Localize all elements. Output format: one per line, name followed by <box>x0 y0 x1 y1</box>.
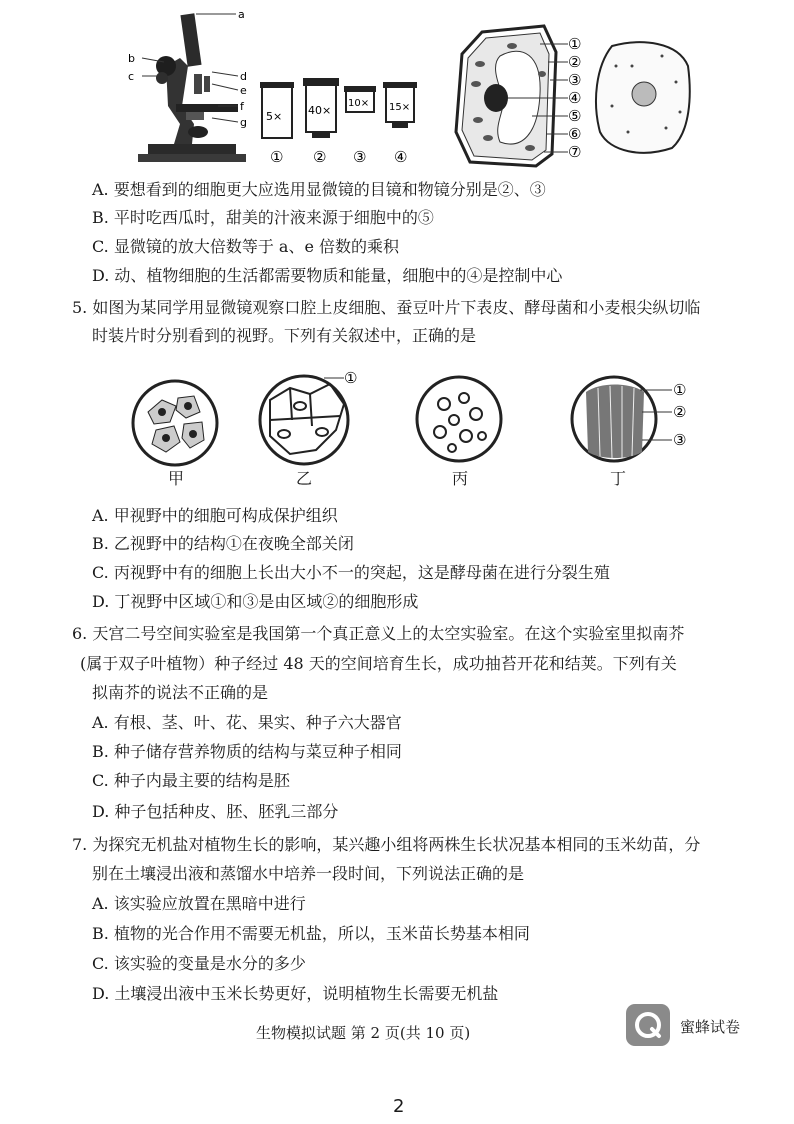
q6-stem: 6. 天宫二号空间实验室是我国第一个真正意义上的太空实验室。在这个实验室里拟南芥 <box>72 624 685 643</box>
view-ding-label-2: ② <box>673 403 687 421</box>
cell-label-5: ⑤ <box>568 107 582 125</box>
lens-2-mag: 40× <box>308 104 332 117</box>
microscope-label-b: b <box>128 52 135 65</box>
cell-label-3: ③ <box>568 71 582 89</box>
caption-ding: 丁 <box>610 469 627 488</box>
q4-option-d: D. 动、植物细胞的生活都需要物质和能量，细胞中的④是控制中心 <box>92 266 563 285</box>
q6-option-d: D. 种子包括种皮、胚、胚乳三部分 <box>92 802 339 821</box>
q6-stem-cont2: 拟南芥的说法不正确的是 <box>92 683 269 702</box>
microscope-label-e: e <box>240 84 247 97</box>
q5-option-b: B. 乙视野中的结构①在夜晚全部关闭 <box>92 534 354 553</box>
cell-label-7: ⑦ <box>568 143 582 161</box>
microscope-label-f: f <box>240 100 244 113</box>
q5-stem: 5. 如图为某同学用显微镜观察口腔上皮细胞、蚕豆叶片下表皮、酵母菌和小麦根尖纵切临 <box>72 298 701 317</box>
view-ding-figure <box>570 372 700 466</box>
q7-option-a: A. 该实验应放置在黑暗中进行 <box>92 894 306 913</box>
lens-4-num: ④ <box>394 148 408 166</box>
microscope-label-a: a <box>238 8 245 21</box>
lens-3-num: ③ <box>353 148 367 166</box>
view-jia-figure <box>130 378 220 468</box>
q7-option-d: D. 土壤浸出液中玉米长势更好，说明植物生长需要无机盐 <box>92 984 499 1003</box>
cell-label-1: ① <box>568 35 582 53</box>
logo-text: 蜜蜂试卷 <box>680 1018 741 1036</box>
cell-label-6: ⑥ <box>568 125 582 143</box>
q7-stem-cont: 别在土壤浸出液和蒸馏水中培养一段时间，下列说法正确的是 <box>92 864 525 883</box>
q5-option-d: D. 丁视野中区域①和③是由区域②的细胞形成 <box>92 592 419 611</box>
lens-figure <box>256 76 426 168</box>
caption-yi: 乙 <box>296 469 313 488</box>
q7-option-b: B. 植物的光合作用不需要无机盐，所以，玉米苗长势基本相同 <box>92 924 530 943</box>
q6-option-c: C. 种子内最主要的结构是胚 <box>92 771 290 790</box>
q7-option-c: C. 该实验的变量是水分的多少 <box>92 954 306 973</box>
lens-4-mag: 15× <box>389 102 411 113</box>
caption-jia: 甲 <box>168 469 185 488</box>
view-ding-label-1: ① <box>673 381 687 399</box>
q6-option-b: B. 种子储存营养物质的结构与菜豆种子相同 <box>92 742 402 761</box>
q6-option-a: A. 有根、茎、叶、花、果实、种子六大器官 <box>92 713 402 732</box>
q7-stem: 7. 为探究无机盐对植物生长的影响，某兴趣小组将两株生长状况基本相同的玉米幼苗，分 <box>72 835 701 854</box>
q5-option-a: A. 甲视野中的细胞可构成保护组织 <box>92 506 338 525</box>
animal-cell-figure <box>592 36 694 158</box>
view-yi-label-1: ① <box>344 370 358 387</box>
view-ding-label-3: ③ <box>673 431 687 449</box>
q5-stem-cont: 时装片时分别看到的视野。下列有关叙述中，正确的是 <box>92 326 477 345</box>
view-yi-figure <box>256 370 366 468</box>
q4-option-c: C. 显微镜的放大倍数等于 a、e 倍数的乘积 <box>92 237 400 256</box>
logo-icon <box>626 1004 670 1046</box>
plant-cell-figure <box>452 24 597 170</box>
microscope-label-d: d <box>240 70 247 83</box>
q4-option-a: A. 要想看到的细胞更大应选用显微镜的目镜和物镜分别是②、③ <box>92 180 546 199</box>
lens-1-num: ① <box>270 148 284 166</box>
cell-label-2: ② <box>568 53 582 71</box>
q4-option-b: B. 平时吃西瓜时，甜美的汁液来源于细胞中的⑤ <box>92 208 434 227</box>
caption-bing: 丙 <box>452 469 469 488</box>
microscope-label-g: g <box>240 116 247 129</box>
lens-3-mag: 10× <box>348 98 370 109</box>
page-footer: 生物模拟试题 第 2 页(共 10 页) <box>256 1024 471 1042</box>
page-number: 2 <box>393 1096 405 1117</box>
lens-1-mag: 5× <box>266 110 283 123</box>
view-bing-figure <box>414 374 504 464</box>
microscope-label-c: c <box>128 70 135 83</box>
lens-2-num: ② <box>313 148 327 166</box>
q6-stem-cont1: (属于双子叶植物）种子经过 48 天的空间培育生长，成功抽苔开花和结荚。下列有关 <box>80 654 677 673</box>
microscope-figure <box>128 6 258 166</box>
q5-option-c: C. 丙视野中有的细胞上长出大小不一的突起，这是酵母菌在进行分裂生殖 <box>92 563 610 582</box>
cell-label-4: ④ <box>568 89 582 107</box>
